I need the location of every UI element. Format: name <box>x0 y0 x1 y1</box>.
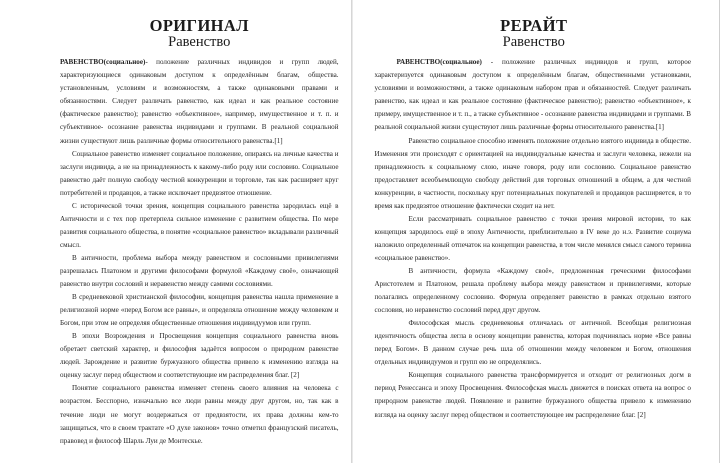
page-gutter <box>352 0 359 463</box>
original-page <box>0 0 352 463</box>
paragraph: Концепция социального равенства трансформируется и отходит от религиозных догм в период Ренессанса и эпоху Просвещения. Философская мысль движется в поисках ответа на вопрос о природном равенстве людей. Появление и развитие буржуазного общества привело к изменению взгляда на оценку заслуг перед обществом и соответствующее им распределение благ. [2] <box>374 371 691 419</box>
paragraph: Социальное равенство изменяет социальное положение, опираясь на личные качества и заслуги индивида, а не на принадлежность к какому-либо роду или сословию. Социальное равенство даёт полную свободу честной конкуренции и торговле, так как расширяет круг потребителей и продавцов, а также исключает предвзятое отношение. <box>60 149 339 197</box>
paragraph: В средневековой христианской философии, концепция равенства нашла применение в религиозной норме «перед Богом все равны», и определяла отношение между человеком и Богом, при этом не определяя общественные отношения индивидуумов или групп. <box>60 293 339 328</box>
lead-term: РАВЕНСТВО(социальное) <box>396 58 482 67</box>
rewrite-body-text <box>375 56 693 421</box>
paragraph <box>375 56 691 134</box>
paragraph-text: - положение различных индивидов и групп, которое характеризуется одинаковым доступом к определённым благам, общественными установками, условиями и возможностями, а также одинаковым набором прав и обязанностей. Следует различать равенство, как идеал и как реальное состояние (фактическое равенство); равенство «объективное», к примеру, имущественное и т. п., а также субъективное - осознание равенства индивидами и группами. В реальной социальной жизни существуют лишь различные формы относительного равенства.[1] <box>374 58 691 132</box>
paragraph: В античности, проблема выбора между равенством и сословными привилегиями разрешалась Платоном и другими философами формулой «Каждому своё», означающей равенство внутри сословий и неравенство между самими сословиями. <box>60 253 339 289</box>
original-page-title: ОРИГИНАЛ <box>149 16 249 35</box>
rewrite-page <box>359 0 720 463</box>
original-page-subtitle: Равенство <box>168 34 231 51</box>
paragraph: С исторической точки зрения, концепция социального равенства зародилась ещё в Античности и с тех пор претерпела сильное изменение с развитием общества. По мере развития социального общества, в понятие «социальное равенство» вкладывали различный смысл. <box>60 201 339 249</box>
paragraph: В античности, формула «Каждому своё», предложенная греческими философами Аристотелем и Платоном, решала проблему выбора между равенством и привилегиями, которые полагались определенному сословию. Формула определяет равенство в рамках отдельно взятого сословия, но неравенство сословий перед друг другом. <box>374 267 691 315</box>
original-body-text <box>60 56 339 447</box>
lead-term: РАВЕНСТВО(социальное)- <box>60 58 148 67</box>
paragraph: Понятие социального равенства изменяет степень своего влияния на человека с возрастом. Бесспорно, изначально все люди равны между друг другом, но, так как в течение люди не могут воздержаться от предвзятости, их права должны кем-то защищаться, что в своем трактате «О духе законов» точно отметил французский писатель, правовед и философ Шарль Луи де Монтескье. <box>60 384 339 445</box>
paragraph: Равенство социальное способно изменять положение отдельно взятого индивида в обществе. Изменения эти происходят с ориентацией на индивидуальные качества и заслуги человека, нежели на принадлежность к социальному слою, иначе говоря, роду или сословию. Социальное равенство предоставляет всеобъемлющую свободу действий для торговых отношений в общем, а для честной конкуренции, в частности, поскольку круг потенциальных покупателей и продавцов расширяется, в то время как предвзятое отношение фактически сходит на нет. <box>374 136 691 210</box>
rewrite-page-title: РЕРАЙТ <box>500 16 568 35</box>
paragraph: Если рассматривать социальное равенство с точки зрения мировой истории, то как концепция зародилось ещё в эпоху Античности, приблизительно в IV веке до н.э. Развитие социума наложило определенный отпечаток на концепции равенства, в том числе менялся смысл самого термина «социальное равенство». <box>374 214 691 262</box>
paragraph: Философская мысль средневековья отличалась от античной. Всеобщая религиозная идентичность общества легла в основу концепции равенства, которая подчинялась норме «Все равны перед Богом». В данном случае речь шла об отношении между человеком и Богом, отношения отдельных индивидуумов и групп ею не определялись. <box>374 319 691 367</box>
paragraph <box>60 56 339 147</box>
paragraph: В эпохи Возрождения и Просвещения концепция социального равенства вновь обретает светский характер, и философия задаётся вопросом о природном равенстве людей. Зарождение и развитие буржуазного общества привело к изменению взгляда на оценку заслуг перед обществом и соответствующие им распределения благ. [2] <box>60 332 339 380</box>
rewrite-page-subtitle: Равенство <box>502 34 565 51</box>
paragraph-text: положение различных индивидов и групп людей, характеризующиеся одинаковым доступом к определённым благам, общества. установленным, условиям и возможностям, а также одинаковыми правами и обязанностями. Следует различать равенство, как идеал и как реальное состояние (фактическое равенство); равенство «объективное», например, имущественное и т. п. и субъективное- осознание равенства индивидами и группами. В реальной социальной жизни существуют лишь различные формы относительного равенства.[1] <box>60 58 339 145</box>
